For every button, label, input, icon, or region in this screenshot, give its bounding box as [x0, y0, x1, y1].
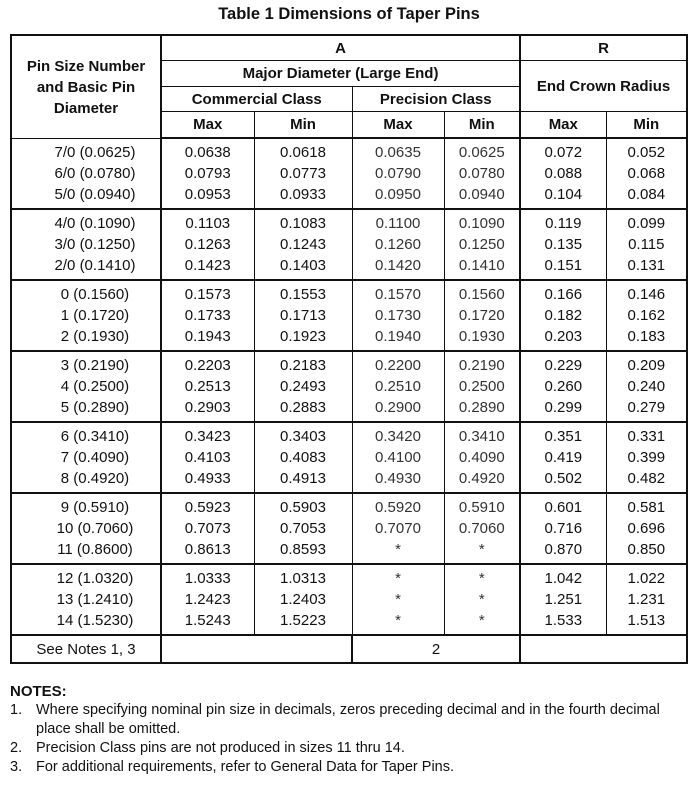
- precision-max-cell: *: [352, 589, 444, 610]
- row-group: [11, 280, 687, 351]
- precision-min-cell: 0.2890: [444, 397, 520, 422]
- radius-min-cell: 0.850: [606, 539, 687, 564]
- table-row: [11, 163, 687, 184]
- radius-max-cell: 0.104: [520, 184, 606, 209]
- radius-max-cell: 0.419: [520, 447, 606, 468]
- radius-min-cell: 0.581: [606, 493, 687, 518]
- precision-max-cell: 0.0950: [352, 184, 444, 209]
- commercial-max-cell: 0.5923: [161, 493, 254, 518]
- radius-max-cell: 0.716: [520, 518, 606, 539]
- commercial-min-cell: 0.1403: [254, 255, 352, 280]
- radius-min-cell: 0.183: [606, 326, 687, 351]
- precision-min-cell: 0.1720: [444, 305, 520, 326]
- row-group: [11, 209, 687, 280]
- radius-max-cell: 1.251: [520, 589, 606, 610]
- commercial-max-cell: 0.4933: [161, 468, 254, 493]
- table-row: [11, 539, 687, 564]
- pin-size-cell: 3/0 (0.1250): [11, 234, 161, 255]
- row-group: [11, 564, 687, 635]
- table-row: [11, 397, 687, 422]
- group-a-header: A: [161, 35, 520, 61]
- commercial-min-cell: 0.1713: [254, 305, 352, 326]
- commercial-min-cell: 1.5223: [254, 610, 352, 635]
- precision-min-cell: 0.0625: [444, 138, 520, 163]
- radius-max-cell: 0.601: [520, 493, 606, 518]
- radius-max-cell: 0.203: [520, 326, 606, 351]
- radius-footer-cell: [520, 635, 687, 663]
- precision-max-cell: 0.4100: [352, 447, 444, 468]
- table-row: [11, 447, 687, 468]
- precision-max-cell: 0.1730: [352, 305, 444, 326]
- precision-min-cell: *: [444, 564, 520, 589]
- radius-min-cell: 0.279: [606, 397, 687, 422]
- pin-size-header: Pin Size Number and Basic Pin Diameter: [11, 35, 161, 138]
- pin-size-cell: 4 (0.2500): [11, 376, 161, 397]
- commercial-min-cell: 0.1083: [254, 209, 352, 234]
- commercial-footer-cell: [161, 635, 352, 663]
- pin-size-cell: 8 (0.4920): [11, 468, 161, 493]
- notes-heading: NOTES:: [10, 683, 67, 700]
- precision-min-cell: 0.0940: [444, 184, 520, 209]
- table-row: [11, 422, 687, 447]
- radius-min-cell: 0.482: [606, 468, 687, 493]
- radius-max-cell: 1.042: [520, 564, 606, 589]
- note-item: [10, 701, 690, 739]
- precision-min-header: Min: [444, 112, 520, 139]
- note-text: Precision Class pins are not produced in sizes 11 thru 14.: [36, 740, 405, 756]
- radius-max-cell: 0.260: [520, 376, 606, 397]
- radius-min-cell: 0.115: [606, 234, 687, 255]
- pin-size-cell: 1 (0.1720): [11, 305, 161, 326]
- table-row: [11, 184, 687, 209]
- pin-size-cell: 2/0 (0.1410): [11, 255, 161, 280]
- table-footer: [11, 635, 687, 663]
- radius-max-header: Max: [520, 112, 606, 139]
- radius-max-cell: 0.151: [520, 255, 606, 280]
- precision-min-cell: 0.1410: [444, 255, 520, 280]
- precision-min-cell: *: [444, 610, 520, 635]
- radius-min-cell: 0.209: [606, 351, 687, 376]
- commercial-min-cell: 0.2493: [254, 376, 352, 397]
- pin-size-cell: 4/0 (0.1090): [11, 209, 161, 234]
- commercial-min-cell: 0.5903: [254, 493, 352, 518]
- row-group: [11, 138, 687, 209]
- end-crown-radius-header: End Crown Radius: [520, 61, 687, 112]
- pin-size-cell: 3 (0.2190): [11, 351, 161, 376]
- commercial-min-cell: 0.1923: [254, 326, 352, 351]
- commercial-min-cell: 0.1553: [254, 280, 352, 305]
- precision-min-cell: 0.1090: [444, 209, 520, 234]
- pin-size-cell: 10 (0.7060): [11, 518, 161, 539]
- radius-max-cell: 0.502: [520, 468, 606, 493]
- pin-size-cell: 7/0 (0.0625): [11, 138, 161, 163]
- table-row: [11, 234, 687, 255]
- commercial-max-cell: 1.2423: [161, 589, 254, 610]
- commercial-min-cell: 1.2403: [254, 589, 352, 610]
- radius-max-cell: 0.135: [520, 234, 606, 255]
- precision-footer-cell: 2: [352, 635, 520, 663]
- precision-max-cell: 0.2510: [352, 376, 444, 397]
- radius-max-cell: 0.229: [520, 351, 606, 376]
- precision-min-cell: 0.3410: [444, 422, 520, 447]
- note-item: [10, 739, 690, 758]
- table-row: [11, 209, 687, 234]
- see-notes-cell: See Notes 1, 3: [11, 635, 161, 663]
- precision-max-cell: 0.2200: [352, 351, 444, 376]
- precision-class-header: Precision Class: [352, 87, 520, 112]
- group-r-header: R: [520, 35, 687, 61]
- radius-min-cell: 0.131: [606, 255, 687, 280]
- radius-max-cell: 1.533: [520, 610, 606, 635]
- commercial-max-cell: 0.8613: [161, 539, 254, 564]
- commercial-min-cell: 0.4913: [254, 468, 352, 493]
- precision-min-cell: 0.0780: [444, 163, 520, 184]
- radius-min-cell: 1.022: [606, 564, 687, 589]
- commercial-max-cell: 0.4103: [161, 447, 254, 468]
- commercial-min-cell: 0.0618: [254, 138, 352, 163]
- taper-pin-dimensions-table: [10, 34, 688, 664]
- pin-size-cell: 7 (0.4090): [11, 447, 161, 468]
- radius-min-cell: 0.162: [606, 305, 687, 326]
- radius-min-cell: 0.068: [606, 163, 687, 184]
- precision-max-cell: *: [352, 539, 444, 564]
- footer-row: [11, 635, 687, 663]
- table-row: [11, 589, 687, 610]
- commercial-min-cell: 0.0773: [254, 163, 352, 184]
- pin-size-cell: 12 (1.0320): [11, 564, 161, 589]
- precision-min-cell: 0.2190: [444, 351, 520, 376]
- radius-max-cell: 0.166: [520, 280, 606, 305]
- radius-min-cell: 0.084: [606, 184, 687, 209]
- major-diameter-header: Major Diameter (Large End): [161, 61, 520, 87]
- commercial-max-cell: 0.2203: [161, 351, 254, 376]
- note-text: Where specifying nominal pin size in decimals, zeros preceding decimal and in the fourth decimal place shall be omitted.: [36, 702, 660, 737]
- radius-max-cell: 0.351: [520, 422, 606, 447]
- commercial-class-header: Commercial Class: [161, 87, 352, 112]
- note-number: 1.: [10, 702, 23, 718]
- pin-size-cell: 5/0 (0.0940): [11, 184, 161, 209]
- table-row: [11, 468, 687, 493]
- table-row: [11, 493, 687, 518]
- pin-size-cell: 14 (1.5230): [11, 610, 161, 635]
- precision-max-cell: 0.7070: [352, 518, 444, 539]
- note-number: 2.: [10, 740, 23, 756]
- radius-max-cell: 0.182: [520, 305, 606, 326]
- precision-min-cell: *: [444, 589, 520, 610]
- radius-max-cell: 0.088: [520, 163, 606, 184]
- row-group: [11, 493, 687, 564]
- precision-min-cell: 0.2500: [444, 376, 520, 397]
- table-row: [11, 326, 687, 351]
- radius-max-cell: 0.870: [520, 539, 606, 564]
- pin-size-cell: 5 (0.2890): [11, 397, 161, 422]
- precision-max-cell: 0.0635: [352, 138, 444, 163]
- row-group: [11, 351, 687, 422]
- commercial-max-cell: 0.1943: [161, 326, 254, 351]
- precision-max-cell: 0.4930: [352, 468, 444, 493]
- precision-max-cell: 0.1260: [352, 234, 444, 255]
- precision-min-cell: *: [444, 539, 520, 564]
- precision-min-cell: 0.1250: [444, 234, 520, 255]
- table-row: [11, 564, 687, 589]
- commercial-min-cell: 0.4083: [254, 447, 352, 468]
- radius-min-cell: 0.240: [606, 376, 687, 397]
- radius-min-cell: 0.331: [606, 422, 687, 447]
- precision-max-cell: 0.2900: [352, 397, 444, 422]
- precision-min-cell: 0.5910: [444, 493, 520, 518]
- row-group: [11, 422, 687, 493]
- table-row: [11, 305, 687, 326]
- pin-size-cell: 0 (0.1560): [11, 280, 161, 305]
- table-row: [11, 518, 687, 539]
- radius-min-header: Min: [606, 112, 687, 139]
- note-text: For additional requirements, refer to General Data for Taper Pins.: [36, 759, 455, 775]
- radius-min-cell: 1.231: [606, 589, 687, 610]
- pin-size-cell: 6/0 (0.0780): [11, 163, 161, 184]
- table-row: [11, 610, 687, 635]
- precision-max-cell: 0.0790: [352, 163, 444, 184]
- pin-size-cell: 13 (1.2410): [11, 589, 161, 610]
- note-item: [10, 758, 690, 777]
- pin-size-cell: 6 (0.3410): [11, 422, 161, 447]
- precision-max-cell: 0.1570: [352, 280, 444, 305]
- table-row: [11, 351, 687, 376]
- precision-max-cell: 0.3420: [352, 422, 444, 447]
- table-header: [11, 35, 687, 138]
- commercial-min-cell: 0.2183: [254, 351, 352, 376]
- commercial-min-cell: 1.0313: [254, 564, 352, 589]
- commercial-min-header: Min: [254, 112, 352, 139]
- commercial-min-cell: 0.2883: [254, 397, 352, 422]
- pin-size-cell: 9 (0.5910): [11, 493, 161, 518]
- commercial-max-cell: 0.1263: [161, 234, 254, 255]
- radius-max-cell: 0.119: [520, 209, 606, 234]
- commercial-max-cell: 0.0793: [161, 163, 254, 184]
- precision-min-cell: 0.7060: [444, 518, 520, 539]
- commercial-max-cell: 0.3423: [161, 422, 254, 447]
- commercial-min-cell: 0.1243: [254, 234, 352, 255]
- commercial-max-cell: 0.1103: [161, 209, 254, 234]
- radius-min-cell: 0.399: [606, 447, 687, 468]
- commercial-max-cell: 0.1733: [161, 305, 254, 326]
- radius-min-cell: 0.146: [606, 280, 687, 305]
- commercial-max-cell: 0.1573: [161, 280, 254, 305]
- pin-size-cell: 2 (0.1930): [11, 326, 161, 351]
- commercial-max-cell: 0.2903: [161, 397, 254, 422]
- precision-min-cell: 0.4920: [444, 468, 520, 493]
- radius-min-cell: 0.052: [606, 138, 687, 163]
- precision-max-header: Max: [352, 112, 444, 139]
- commercial-min-cell: 0.0933: [254, 184, 352, 209]
- commercial-max-cell: 0.1423: [161, 255, 254, 280]
- radius-min-cell: 1.513: [606, 610, 687, 635]
- precision-max-cell: 0.1940: [352, 326, 444, 351]
- commercial-max-cell: 0.0953: [161, 184, 254, 209]
- radius-min-cell: 0.696: [606, 518, 687, 539]
- table-row: [11, 138, 687, 163]
- table-row: [11, 280, 687, 305]
- pin-size-cell: 11 (0.8600): [11, 539, 161, 564]
- precision-min-cell: 0.4090: [444, 447, 520, 468]
- commercial-min-cell: 0.8593: [254, 539, 352, 564]
- commercial-max-cell: 0.0638: [161, 138, 254, 163]
- precision-max-cell: 0.5920: [352, 493, 444, 518]
- precision-max-cell: 0.1420: [352, 255, 444, 280]
- commercial-max-cell: 1.5243: [161, 610, 254, 635]
- precision-max-cell: 0.1100: [352, 209, 444, 234]
- precision-max-cell: *: [352, 610, 444, 635]
- precision-max-cell: *: [352, 564, 444, 589]
- radius-max-cell: 0.299: [520, 397, 606, 422]
- table-row: [11, 255, 687, 280]
- table-title: Table 1 Dimensions of Taper Pins: [218, 5, 480, 23]
- commercial-max-cell: 0.7073: [161, 518, 254, 539]
- commercial-max-cell: 0.2513: [161, 376, 254, 397]
- radius-max-cell: 0.072: [520, 138, 606, 163]
- precision-min-cell: 0.1560: [444, 280, 520, 305]
- note-number: 3.: [10, 759, 23, 775]
- table-row: [11, 376, 687, 397]
- commercial-min-cell: 0.3403: [254, 422, 352, 447]
- precision-min-cell: 0.1930: [444, 326, 520, 351]
- notes-section: [10, 682, 690, 777]
- commercial-max-cell: 1.0333: [161, 564, 254, 589]
- radius-min-cell: 0.099: [606, 209, 687, 234]
- commercial-min-cell: 0.7053: [254, 518, 352, 539]
- commercial-max-header: Max: [161, 112, 254, 139]
